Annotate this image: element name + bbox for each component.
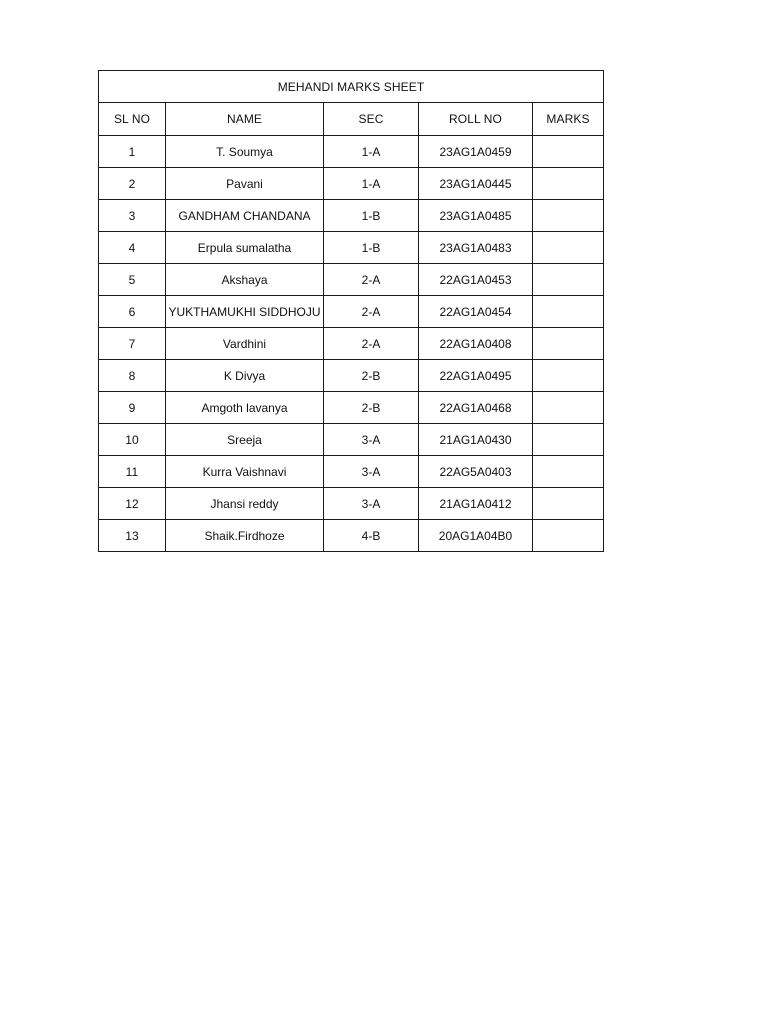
cell-name: Amgoth lavanya bbox=[166, 392, 324, 424]
cell-sl-no: 9 bbox=[99, 392, 166, 424]
cell-sl-no: 10 bbox=[99, 424, 166, 456]
cell-sec: 1-A bbox=[324, 136, 419, 168]
table-row bbox=[99, 488, 604, 520]
cell-name: T. Soumya bbox=[166, 136, 324, 168]
cell-marks bbox=[533, 392, 604, 424]
cell-sl-no: 12 bbox=[99, 488, 166, 520]
cell-sl-no: 1 bbox=[99, 136, 166, 168]
cell-sec: 4-B bbox=[324, 520, 419, 552]
cell-roll-no: 23AG1A0485 bbox=[419, 200, 533, 232]
cell-roll-no: 22AG1A0453 bbox=[419, 264, 533, 296]
cell-sl-no: 5 bbox=[99, 264, 166, 296]
cell-sl-no: 3 bbox=[99, 200, 166, 232]
table-row bbox=[99, 456, 604, 488]
cell-marks bbox=[533, 456, 604, 488]
cell-roll-no: 22AG5A0403 bbox=[419, 456, 533, 488]
marks-sheet-table bbox=[98, 70, 604, 552]
cell-sec: 2-A bbox=[324, 328, 419, 360]
table-row bbox=[99, 168, 604, 200]
cell-marks bbox=[533, 136, 604, 168]
cell-marks bbox=[533, 328, 604, 360]
cell-marks bbox=[533, 200, 604, 232]
cell-name: Jhansi reddy bbox=[166, 488, 324, 520]
title-row bbox=[99, 71, 604, 103]
sheet-title: MEHANDI MARKS SHEET bbox=[99, 71, 604, 103]
table-row bbox=[99, 360, 604, 392]
table-row bbox=[99, 296, 604, 328]
cell-marks bbox=[533, 264, 604, 296]
cell-roll-no: 23AG1A0459 bbox=[419, 136, 533, 168]
cell-sl-no: 13 bbox=[99, 520, 166, 552]
cell-name: Shaik.Firdhoze bbox=[166, 520, 324, 552]
cell-name: GANDHAM CHANDANA bbox=[166, 200, 324, 232]
header-sec: SEC bbox=[324, 103, 419, 136]
cell-sec: 3-A bbox=[324, 488, 419, 520]
cell-roll-no: 21AG1A0412 bbox=[419, 488, 533, 520]
cell-sec: 1-A bbox=[324, 168, 419, 200]
table-row bbox=[99, 200, 604, 232]
cell-name: Vardhini bbox=[166, 328, 324, 360]
header-sl-no: SL NO bbox=[99, 103, 166, 136]
cell-marks bbox=[533, 232, 604, 264]
cell-roll-no: 22AG1A0408 bbox=[419, 328, 533, 360]
table-row bbox=[99, 328, 604, 360]
cell-roll-no: 22AG1A0468 bbox=[419, 392, 533, 424]
table-row bbox=[99, 136, 604, 168]
cell-sl-no: 4 bbox=[99, 232, 166, 264]
cell-sec: 2-B bbox=[324, 360, 419, 392]
cell-marks bbox=[533, 360, 604, 392]
cell-sl-no: 7 bbox=[99, 328, 166, 360]
cell-sl-no: 11 bbox=[99, 456, 166, 488]
cell-name: Akshaya bbox=[166, 264, 324, 296]
cell-marks bbox=[533, 296, 604, 328]
header-roll-no: ROLL NO bbox=[419, 103, 533, 136]
cell-marks bbox=[533, 520, 604, 552]
cell-marks bbox=[533, 424, 604, 456]
table-row bbox=[99, 232, 604, 264]
cell-name: Pavani bbox=[166, 168, 324, 200]
cell-roll-no: 22AG1A0454 bbox=[419, 296, 533, 328]
cell-marks bbox=[533, 488, 604, 520]
cell-name: Kurra Vaishnavi bbox=[166, 456, 324, 488]
cell-sec: 3-A bbox=[324, 424, 419, 456]
cell-name: Erpula sumalatha bbox=[166, 232, 324, 264]
cell-sl-no: 8 bbox=[99, 360, 166, 392]
cell-name: K Divya bbox=[166, 360, 324, 392]
cell-roll-no: 22AG1A0495 bbox=[419, 360, 533, 392]
cell-name: YUKTHAMUKHI SIDDHOJU bbox=[166, 296, 324, 328]
cell-sec: 1-B bbox=[324, 200, 419, 232]
cell-roll-no: 21AG1A0430 bbox=[419, 424, 533, 456]
table-row bbox=[99, 520, 604, 552]
table-row bbox=[99, 264, 604, 296]
header-row bbox=[99, 103, 604, 136]
cell-roll-no: 23AG1A0445 bbox=[419, 168, 533, 200]
cell-sec: 2-A bbox=[324, 296, 419, 328]
header-marks: MARKS bbox=[533, 103, 604, 136]
cell-sec: 2-A bbox=[324, 264, 419, 296]
cell-roll-no: 20AG1A04B0 bbox=[419, 520, 533, 552]
header-name: NAME bbox=[166, 103, 324, 136]
cell-marks bbox=[533, 168, 604, 200]
table-row bbox=[99, 392, 604, 424]
cell-sl-no: 2 bbox=[99, 168, 166, 200]
cell-name: Sreeja bbox=[166, 424, 324, 456]
cell-sec: 3-A bbox=[324, 456, 419, 488]
cell-sl-no: 6 bbox=[99, 296, 166, 328]
table-row bbox=[99, 424, 604, 456]
cell-sec: 2-B bbox=[324, 392, 419, 424]
marks-sheet-body bbox=[99, 71, 604, 552]
cell-sec: 1-B bbox=[324, 232, 419, 264]
cell-roll-no: 23AG1A0483 bbox=[419, 232, 533, 264]
